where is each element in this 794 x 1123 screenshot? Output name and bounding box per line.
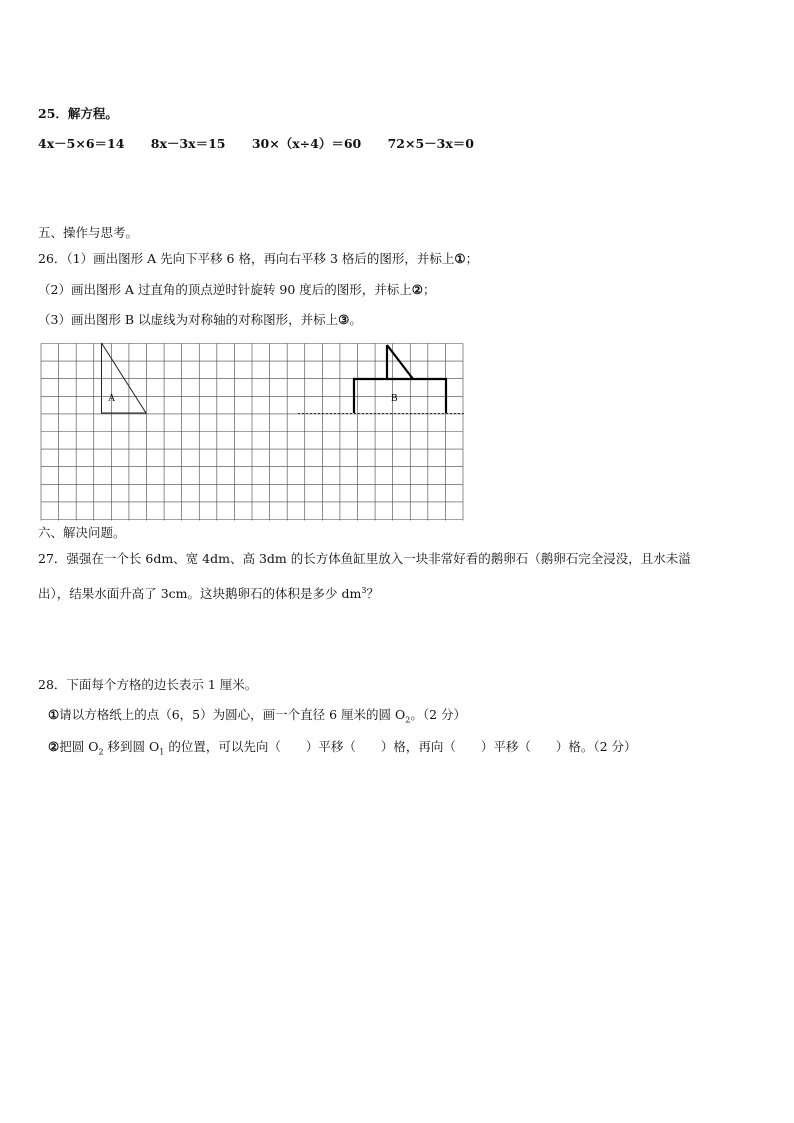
mark-2: ② bbox=[411, 282, 423, 297]
q28-title: 28．下面每个方格的边长表示 1 厘米。 bbox=[38, 677, 258, 692]
section6-heading: 六、解决问题。 bbox=[38, 525, 126, 540]
q28-item2-text-b: 移到圆 O bbox=[103, 739, 160, 754]
q27-line2 bbox=[38, 583, 379, 602]
q26-line2-text: （2）画出图形 A 过直角的顶点逆时针旋转 90 度后的图形，并标上 bbox=[38, 282, 412, 297]
q28-item1-text: 请以方格纸上的点（6，5）为圆心，画一个直径 6 厘米的圆 O bbox=[59, 707, 406, 722]
q26-line3-text: （3）画出图形 B 以虚线为对称轴的对称图形，并标上 bbox=[38, 312, 339, 327]
q28-item2-subscript-2: 1 bbox=[159, 747, 165, 757]
q26-line1 bbox=[38, 251, 478, 267]
equation-3: 30×（x÷4）＝60 bbox=[251, 136, 362, 151]
q28-item1-subscript: 2 bbox=[405, 715, 411, 725]
mark-3: ③ bbox=[338, 312, 350, 327]
equation-1: 4x－5×6＝14 bbox=[38, 136, 125, 151]
q28-item2-subscript-1: 2 bbox=[98, 747, 104, 757]
q26-line2 bbox=[38, 282, 436, 298]
q27-line2-text: 出），结果水面升高了 3cm。这块鹅卵石的体积是多少 dm bbox=[38, 586, 362, 602]
q28-item1 bbox=[48, 707, 466, 729]
q25-equations bbox=[38, 136, 496, 152]
q26-line1-end: ； bbox=[465, 251, 479, 266]
q25-title: 25．解方程。 bbox=[38, 106, 118, 121]
equation-2: 8x－3x＝15 bbox=[150, 136, 226, 151]
shape-a-label: A bbox=[108, 393, 116, 404]
grid-figure bbox=[40, 343, 466, 521]
q28-item2 bbox=[48, 739, 637, 761]
q28-item2-text-a: 把圆 O bbox=[59, 739, 99, 754]
grid-lines bbox=[41, 344, 463, 521]
shape-b-label: B bbox=[391, 393, 398, 404]
q28-item1-end: 。（2 分） bbox=[410, 707, 467, 722]
shape-b bbox=[354, 345, 446, 413]
q27-superscript: 3 bbox=[361, 586, 367, 595]
mark-1: ① bbox=[454, 251, 466, 266]
q26-line2-end: ； bbox=[423, 282, 436, 297]
q28-item2-text-c: 的位置，可以先向（ ）平移（ ）格，再向（ ）平移（ ）格。（2 分） bbox=[164, 739, 637, 754]
section5-heading: 五、操作与思考。 bbox=[38, 225, 139, 240]
q27-line2-end: ？ bbox=[366, 586, 379, 602]
q28-mark-1: ① bbox=[48, 707, 60, 722]
equation-4: 72×5－3x＝0 bbox=[387, 136, 475, 151]
q26-line3 bbox=[38, 312, 362, 328]
q26-line1-text: 26．（1）画出图形 A 先向下平移 6 格，再向右平移 3 格后的图形，并标上 bbox=[38, 251, 455, 266]
q27-line1: 27．强强在一个长 6dm、宽 4dm、高 3dm 的长方体鱼缸里放入一块非常好看的鹅卵石（鹅卵石完全浸没，且水未溢 bbox=[38, 551, 691, 566]
q28-mark-2: ② bbox=[48, 739, 60, 754]
q26-line3-end: 。 bbox=[349, 312, 362, 327]
